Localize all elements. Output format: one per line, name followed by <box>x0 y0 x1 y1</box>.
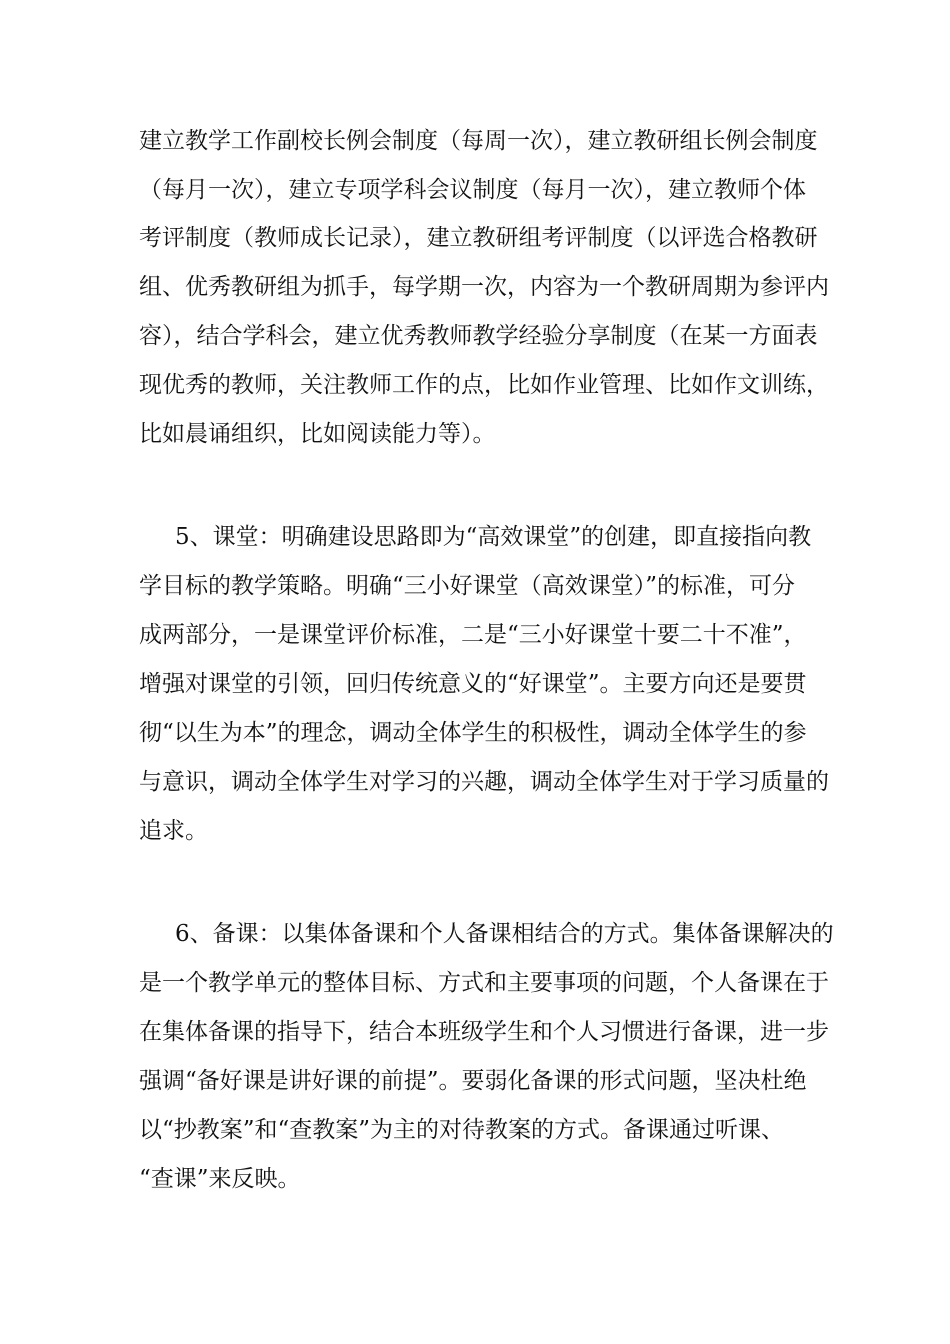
text-line: “查课”来反映。 <box>139 1166 301 1192</box>
text-line: 彻“以生为本”的理念，调动全体学生的积极性，调动全体学生的参 <box>139 720 807 746</box>
text-line: 建立教学工作副校长例会制度（每周一次），建立教研组长例会制度 <box>139 128 818 154</box>
text-line: 比如晨诵组织，比如阅读能力等）。 <box>139 421 496 447</box>
text-line: 成两部分，一是课堂评价标准，二是“三小好课堂十要二十不准”， <box>139 622 807 648</box>
text-line: 容），结合学科会，建立优秀教师教学经验分享制度（在某一方面表 <box>139 323 818 349</box>
text-line: 考评制度（教师成长记录），建立教研组考评制度（以评选合格教研 <box>139 225 818 251</box>
text-line: 追求。 <box>139 818 208 844</box>
text-line: 现优秀的教师，关注教师工作的点，比如作业管理、比如作文训练， <box>139 372 829 398</box>
text-line: 学目标的教学策略。明确“三小好课堂（高效课堂）”的标准，可分 <box>139 573 796 599</box>
text-line: 与意识，调动全体学生对学习的兴趣，调动全体学生对于学习质量的 <box>139 769 829 795</box>
text-line: 增强对课堂的引领，回归传统意义的“好课堂”。主要方向还是要贯 <box>139 671 807 697</box>
text-line: 是一个教学单元的整体目标、方式和主要事项的问题，个人备课在于 <box>139 970 829 996</box>
text-line: 6、备课：以集体备课和个人备课相结合的方式。集体备课解决的 <box>175 921 834 947</box>
text-line: 组、优秀教研组为抓手，每学期一次，内容为一个教研周期为参评内 <box>139 274 829 300</box>
text-line: 以“抄教案”和“查教案”为主的对待教案的方式。备课通过听课、 <box>139 1117 785 1143</box>
text-line: 强调“备好课是讲好课的前提”。要弱化备课的形式问题，坚决杜绝 <box>139 1068 807 1094</box>
text-line: 5、课堂：明确建设思路即为“高效课堂”的创建，即直接指向教 <box>175 524 812 550</box>
text-line: 在集体备课的指导下，结合本班级学生和个人习惯进行备课，进一步 <box>139 1019 829 1045</box>
text-line: （每月一次），建立专项学科会议制度（每月一次），建立教师个体 <box>139 177 806 203</box>
